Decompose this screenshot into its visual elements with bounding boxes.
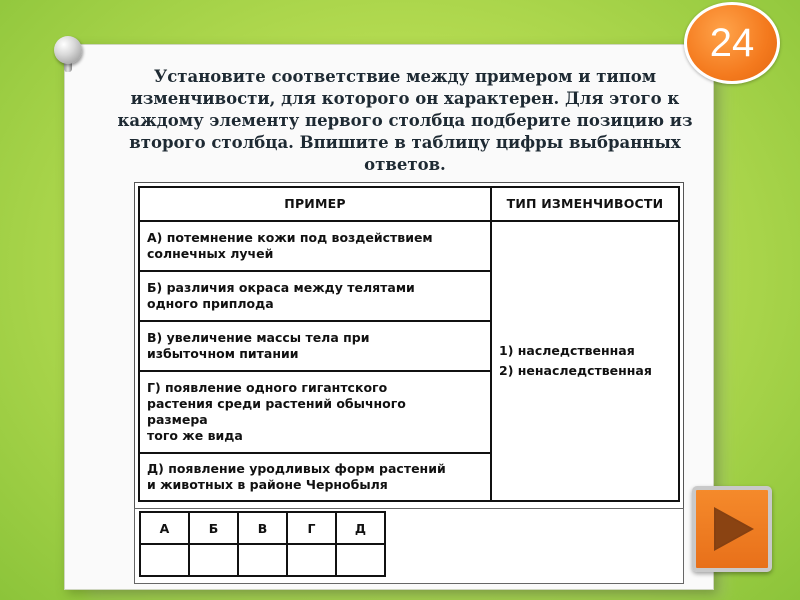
type-option-2: 2) ненаследственная <box>499 363 652 378</box>
answer-table <box>134 508 684 584</box>
pushpin-icon <box>54 36 82 64</box>
header-type: ТИП ИЗМЕНЧИВОСТИ <box>491 187 679 221</box>
example-g-line-4: того же вида <box>147 428 243 443</box>
example-a-line-2: солнечных лучей <box>147 246 274 261</box>
answer-letter-d: Д <box>336 512 385 544</box>
example-b-line-2: одного приплода <box>147 296 274 311</box>
answer-cell-d[interactable] <box>336 544 385 576</box>
header-example: ПРИМЕР <box>139 187 491 221</box>
answer-cell-g[interactable] <box>287 544 336 576</box>
answer-cell-b[interactable] <box>189 544 238 576</box>
answer-cell-v[interactable] <box>238 544 287 576</box>
example-row-d <box>139 453 491 501</box>
example-d-line-1: Д) появление уродливых форм растений <box>147 461 446 476</box>
answer-letter-v: В <box>238 512 287 544</box>
example-row-g <box>139 371 491 453</box>
slide-number: 24 <box>709 20 755 65</box>
answer-cell-a[interactable] <box>140 544 189 576</box>
question-text: Установите соответствие между примером и типом изменчивости, для которого он характерен. Для этого к каждому элементу первого столбца подберите позицию из второго столбца. Впишите в таблицу цифры выбранных ответов. <box>117 67 693 174</box>
next-slide-button[interactable] <box>692 486 772 572</box>
example-b-line-1: Б) различия окраса между телятами <box>147 280 415 295</box>
example-g-line-1: Г) появление одного гигантского <box>147 380 388 395</box>
answer-letter-g: Г <box>287 512 336 544</box>
example-row-v <box>139 321 491 371</box>
answer-letter-a: А <box>140 512 189 544</box>
type-option-1: 1) наследственная <box>499 343 635 358</box>
example-row-a <box>139 221 491 271</box>
example-g-line-3: размера <box>147 412 208 427</box>
type-options <box>491 221 679 501</box>
example-v-line-1: В) увеличение массы тела при <box>147 330 370 345</box>
example-g-line-2: растения среди растений обычного <box>147 396 406 411</box>
matching-table <box>134 182 684 514</box>
example-v-line-2: избыточном питании <box>147 346 299 361</box>
play-arrow-icon <box>710 504 756 554</box>
example-row-b <box>139 271 491 321</box>
example-d-line-2: и животных в районе Чернобыля <box>147 477 388 492</box>
example-a-line-1: А) потемнение кожи под воздействием <box>147 230 433 245</box>
answer-letter-b: Б <box>189 512 238 544</box>
